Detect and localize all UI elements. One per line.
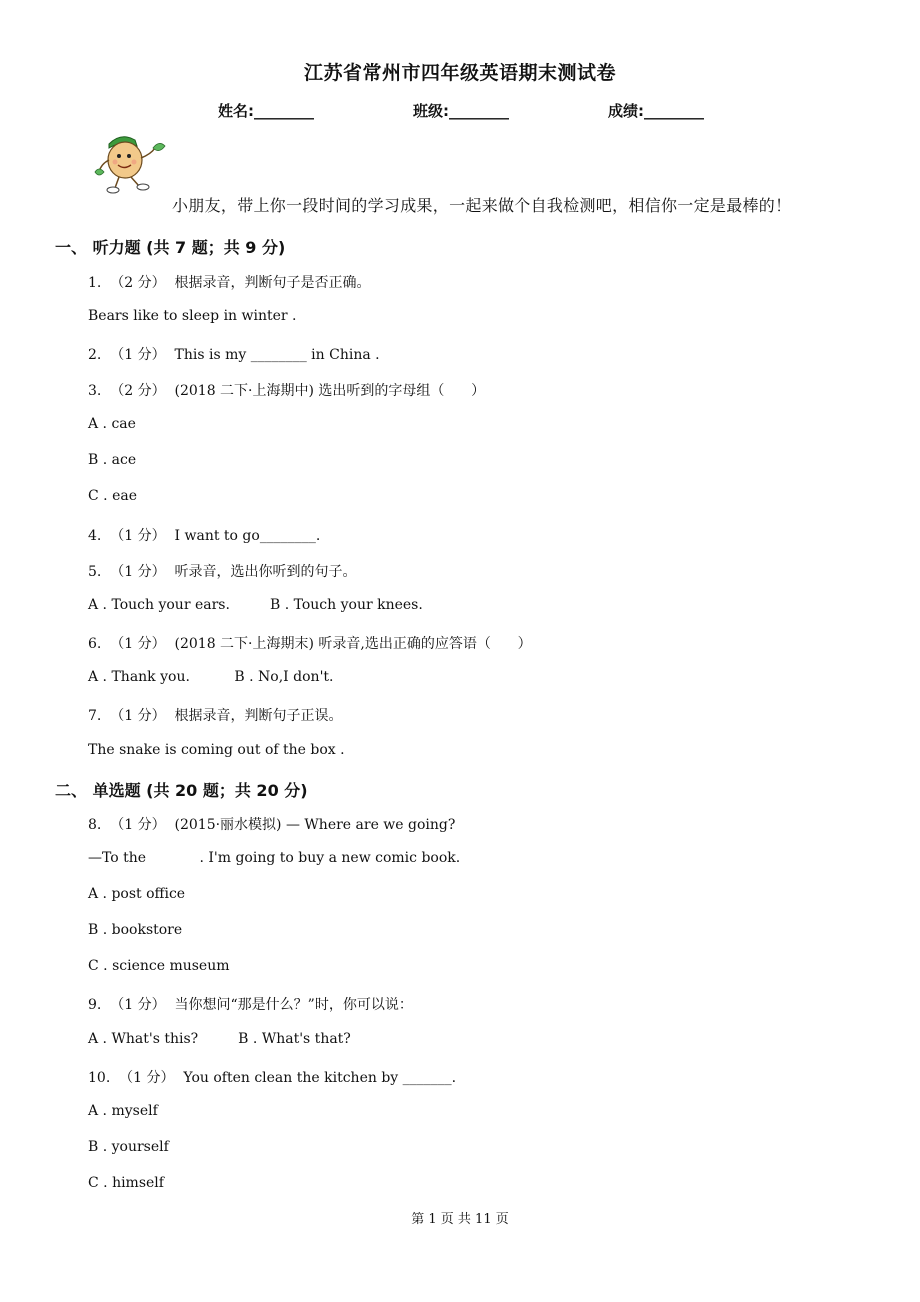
question-10-option-b: B . yourself	[88, 1139, 169, 1155]
score-field: 成绩:________	[608, 102, 704, 120]
question-9: 9. （1 分） 当你想问“那是什么？”时，你可以说：	[88, 997, 413, 1013]
question-10-option-c: C . himself	[88, 1175, 164, 1191]
question-1-sentence: Bears like to sleep in winter .	[88, 308, 297, 324]
question-8-option-b: B . bookstore	[88, 922, 183, 938]
question-6: 6. （1 分） (2018 二下·上海期末) 听录音,选出正确的应答语（ ）	[88, 636, 532, 652]
question-7-sentence: The snake is coming out of the box .	[88, 742, 345, 758]
question-8-continuation: —To the . I'm going to buy a new comic book.	[88, 850, 461, 866]
greeting-text: 小朋友，带上你一段时间的学习成果，一起来做个自我检测吧，相信你一定是最棒的！	[172, 196, 792, 215]
question-4: 4. （1 分） I want to go________.	[88, 528, 321, 544]
question-3-option-b: B . ace	[88, 452, 137, 468]
question-5: 5. （1 分） 听录音，选出你听到的句子。	[88, 564, 357, 580]
mascot-illustration	[93, 130, 169, 196]
page-title: 江苏省常州市四年级英语期末测试卷	[303, 62, 616, 84]
question-5-options: A . Touch your ears. B . Touch your knees.	[88, 597, 423, 613]
section-heading-listening: 一、 听力题 (共 7 题；共 9 分)	[55, 238, 286, 257]
question-10: 10. （1 分） You often clean the kitchen by _______.	[88, 1070, 457, 1086]
question-3-option-c: C . eae	[88, 488, 137, 504]
question-3: 3. （2 分） (2018 二下·上海期中) 选出听到的字母组（ ）	[88, 383, 486, 399]
question-3-option-a: A . cae	[88, 416, 136, 432]
question-8: 8. （1 分） (2015·丽水模拟) — Where are we going?	[88, 817, 456, 833]
class-field: 班级:________	[413, 102, 509, 120]
question-7: 7. （1 分） 根据录音，判断句子正误。	[88, 708, 343, 724]
section-heading-single-choice: 二、 单选题 (共 20 题；共 20 分)	[55, 781, 308, 800]
name-field: 姓名:________	[218, 102, 314, 120]
question-8-option-a: A . post office	[88, 886, 186, 902]
question-10-option-a: A . myself	[88, 1103, 158, 1119]
question-9-options: A . What's this? B . What's that?	[88, 1031, 351, 1047]
question-2: 2. （1 分） This is my ________ in China .	[88, 347, 380, 363]
question-6-options: A . Thank you. B . No,I don't.	[88, 669, 334, 685]
question-8-option-c: C . science museum	[88, 958, 230, 974]
page-footer: 第 1 页 共 11 页	[411, 1212, 509, 1227]
question-1: 1. （2 分） 根据录音，判断句子是否正确。	[88, 275, 371, 291]
